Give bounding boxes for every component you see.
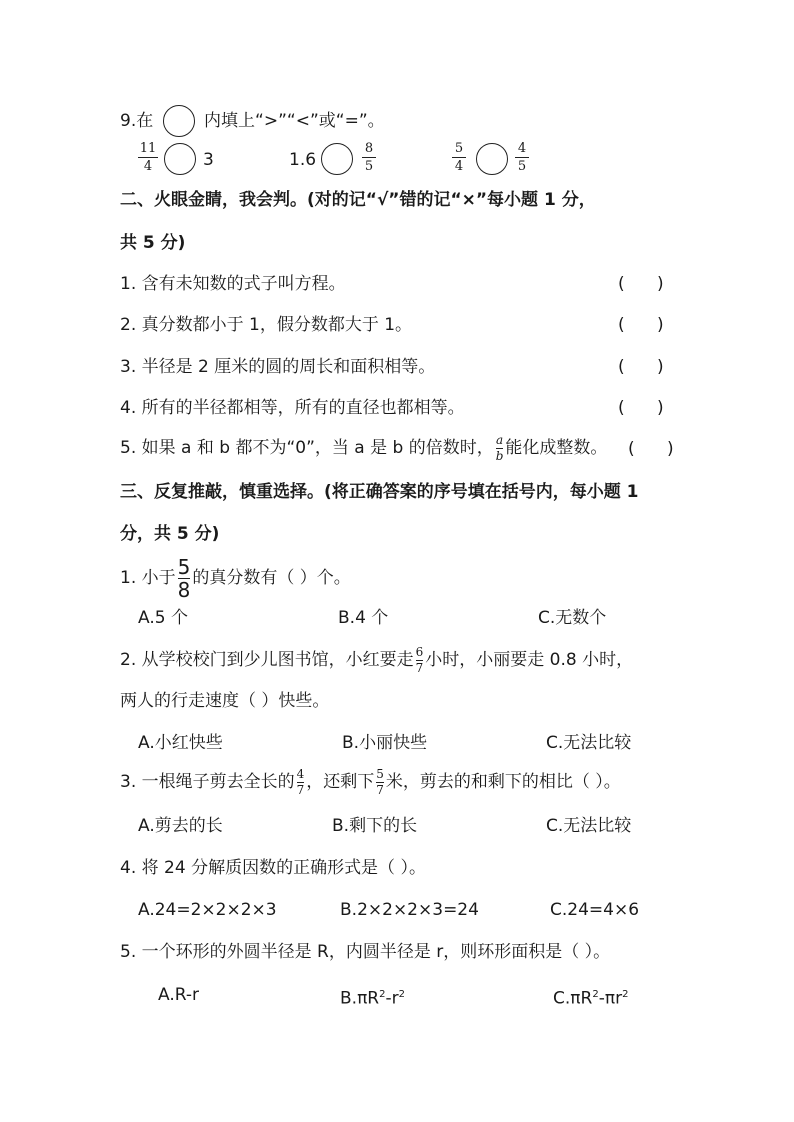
q9-item2-circle[interactable] (321, 143, 353, 175)
q9-item2-right-fraction: 8 5 (362, 141, 376, 174)
judge-answer-paren-4[interactable]: ( ) (618, 398, 664, 418)
q9-line (120, 104, 385, 138)
section2-title-line1: 二、火眼金睛，我会判。(对的记“√”错的记“×”每小题 1 分， (120, 190, 596, 210)
choice-q2-line1 (120, 642, 633, 678)
judge-item-2: 2. 真分数都小于 1，假分数都大于 1。 (120, 315, 413, 335)
choice-q3-fraction1: $\frac{4}{7}$ (296, 766, 305, 797)
choice-q5: 5. 一个环形的外圆半径是 R，内圆半径是 r，则环形面积是（ ）。 (120, 942, 611, 962)
compare-circle[interactable] (163, 105, 195, 137)
choice-q1-option-c[interactable]: C.无数个 (538, 608, 607, 628)
judge-item-4: 4. 所有的半径都相等，所有的直径也都相等。 (120, 398, 465, 418)
choice-q1-option-a[interactable]: A.5 个 (138, 608, 188, 628)
choice-q3 (120, 764, 621, 800)
judge-item-5-post: 能化成整数。 (505, 438, 608, 458)
choice-q1 (120, 556, 351, 600)
choice-q2-option-b[interactable]: B.小丽快些 (342, 733, 428, 753)
choice-q3-mid: ，还剩下 (306, 772, 375, 792)
q9-item3-circle[interactable] (476, 143, 508, 175)
choice-q4-option-b[interactable]: B.2×2×2×3=24 (340, 900, 479, 920)
choice-q2-post: 小时，小丽要走 0.8 小时， (425, 650, 634, 670)
choice-q4-option-c[interactable]: C.24=4×6 (550, 900, 640, 920)
choice-q1-post: 的真分数有（ ）个。 (192, 568, 351, 588)
judge-item-1: 1. 含有未知数的式子叫方程。 (120, 274, 346, 294)
q9-prefix: 9.在 (120, 111, 154, 131)
choice-q1-fraction: $\frac{5}{8}$ (177, 554, 191, 602)
choice-q4: 4. 将 24 分解质因数的正确形式是（ ）。 (120, 858, 426, 878)
judge-item-3: 3. 半径是 2 厘米的圆的周长和面积相等。 (120, 357, 436, 377)
choice-q5-option-c[interactable]: $C.\pi R^2-\pi r^2$ (553, 988, 629, 1009)
q9-item1-left-fraction: 11 4 (139, 141, 157, 174)
choice-q5-option-b[interactable]: $B.\pi R^2-r^2$ (340, 988, 405, 1009)
judge-answer-paren-1[interactable]: ( ) (618, 274, 664, 294)
q9-suffix: 内填上“>”“<”或“=”。 (204, 111, 385, 131)
choice-q1-option-b[interactable]: B.4 个 (338, 608, 389, 628)
choice-q5-option-a[interactable]: A.R-r (158, 985, 199, 1005)
choice-q2-fraction: $\frac{6}{7}$ (415, 644, 424, 675)
choice-q2-line2: 两人的行走速度（ ）快些。 (120, 691, 330, 711)
q9-item3-left-fraction: 5 4 (452, 141, 466, 174)
choice-q1-pre: 1. 小于 (120, 568, 176, 588)
q9-item1-circle[interactable] (164, 143, 196, 175)
q9-item2-left: 1.6 (289, 150, 317, 170)
judge-item-5-pre: 5. 如果 a 和 b 都不为“0”，当 a 是 b 的倍数时， (120, 438, 494, 458)
choice-q2-option-a[interactable]: A.小红快些 (138, 733, 223, 753)
section2-title-line2: 共 5 分) (120, 233, 186, 253)
choice-q3-pre: 3. 一根绳子剪去全长的 (120, 772, 295, 792)
choice-q2-pre: 2. 从学校校门到少儿图书馆，小红要走 (120, 650, 414, 670)
choice-q3-option-c[interactable]: C.无法比较 (546, 816, 632, 836)
q9-item1-right: 3 (203, 150, 214, 170)
q9-item3-right-fraction: 4 5 (515, 141, 529, 174)
choice-q2-option-c[interactable]: C.无法比较 (546, 733, 632, 753)
choice-q3-option-a[interactable]: A.剪去的长 (138, 816, 223, 836)
choice-q3-fraction2: $\frac{5}{7}$ (376, 766, 384, 797)
choice-q3-option-b[interactable]: B.剩下的长 (332, 816, 418, 836)
judge-item-5-fraction: $\frac{a}{b}$ (495, 432, 504, 463)
section3-title-line1: 三、反复推敲，慎重选择。(将正确答案的序号填在括号内，每小题 1 (120, 482, 639, 502)
choice-q4-option-a[interactable]: A.24=2×2×2×3 (138, 900, 277, 920)
choice-q3-post: 米，剪去的和剩下的相比（ ）。 (385, 772, 621, 792)
judge-answer-paren-2[interactable]: ( ) (618, 315, 664, 335)
judge-answer-paren-5[interactable]: ( ) (628, 439, 674, 459)
judge-item-5 (120, 430, 607, 466)
section3-title-line2: 分，共 5 分) (120, 524, 220, 544)
judge-answer-paren-3[interactable]: ( ) (618, 357, 664, 377)
